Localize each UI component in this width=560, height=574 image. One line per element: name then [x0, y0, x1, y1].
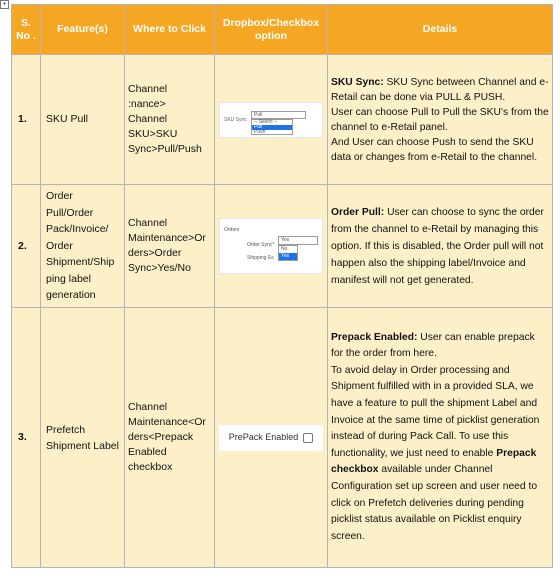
table-row	[12, 55, 553, 185]
sku-sync-select: Pull	[251, 111, 306, 119]
details-title: SKU Sync:	[331, 76, 384, 88]
details-text: User can choose Pull to Pull the SKU's from the channel to e-Retail panel.	[331, 106, 549, 133]
header-sno: S. No .	[12, 5, 41, 55]
details-text: User can enable prepack for the order from here.	[331, 331, 535, 360]
where-to-click-cell: Channel :nance> Channel SKU>SKU Sync>Pull/Push	[125, 55, 215, 185]
order-sync-dropdown-list	[278, 245, 298, 261]
details-text: available under Channel Configuration set up screen and user need to click on Prefetch deliveries during pending picklist status available on Picklist enquiry screen.	[331, 464, 538, 542]
sku-sync-screenshot	[219, 102, 323, 138]
prepack-enabled-label: PrePack Enabled	[228, 432, 299, 442]
table-row	[12, 308, 553, 568]
details-cell	[328, 55, 553, 185]
where-to-click-cell: Channel Maintenance<Or ders<Prepack Enabled checkbox	[125, 308, 215, 568]
header-where-to-click: Where to Click	[125, 5, 215, 55]
table-header-row	[12, 5, 553, 55]
dropdown-option: No	[281, 246, 288, 252]
prepack-screenshot	[219, 425, 323, 451]
option-screenshot-cell	[215, 55, 328, 185]
table-row	[12, 185, 553, 308]
row-number: 2.	[12, 185, 41, 308]
where-to-click-cell: Channel Maintenance>Or ders>Order Sync>Yes/No	[125, 185, 215, 308]
details-title: Prepack Enabled:	[331, 331, 418, 343]
details-title: Order Pull:	[331, 206, 385, 218]
details-text: SKU Sync between Channel and e-Retail can be done via PULL & PUSH.	[331, 76, 549, 103]
dropdown-option-highlighted: Pull	[252, 125, 292, 130]
orders-section-header: Orders	[224, 227, 240, 233]
table-move-handle[interactable]: +	[0, 0, 9, 9]
option-screenshot-cell	[215, 308, 328, 568]
feature-cell: SKU Pull	[41, 55, 125, 185]
row-number: 3.	[12, 308, 41, 568]
sku-sync-dropdown-list	[251, 119, 293, 135]
details-text: User can choose to sync the order from the channel to e-Retail by managing this option. If this is disabled, the Order pull will not happen also the shipping label/Invoice and manifest will not get generated.	[331, 206, 544, 286]
dropdown-option: Push	[254, 128, 266, 135]
details-cell	[328, 185, 553, 308]
details-text: And User can choose Push to send the SKU data or changes from e-Retail to the channel.	[331, 136, 538, 163]
order-sync-screenshot	[219, 218, 323, 274]
order-sync-label: Order Sync*	[247, 242, 275, 248]
prepack-checkbox	[303, 433, 313, 443]
feature-cell: Order Pull/Order Pack/Invoice/ Order Shipment/Ship ping label generation	[41, 185, 125, 308]
feature-table	[11, 4, 553, 568]
header-details: Details	[328, 5, 553, 55]
details-bold-text: Prepack checkbox	[331, 447, 537, 476]
option-screenshot-cell	[215, 185, 328, 308]
row-number: 1.	[12, 55, 41, 185]
header-feature: Feature(s)	[41, 5, 125, 55]
dropdown-option: -- Select --	[254, 118, 278, 125]
details-cell	[328, 308, 553, 568]
header-dropbox-option: Dropbox/Checkbox option	[215, 5, 328, 55]
dropdown-option-highlighted: Yes	[279, 253, 297, 260]
feature-cell: Prefetch Shipment Label	[41, 308, 125, 568]
shipping-label: Shipping Es	[247, 255, 274, 261]
order-sync-select: Yes	[278, 236, 318, 245]
details-text: To avoid delay in Order processing and Shipment fulfilled with in a provided SLA, we have a feature to pull the shipment Label and Invoice at the same time of picklist generation instead of during Pack Call. To use this functionality, we just need to enable	[331, 364, 540, 459]
sku-sync-label: SKU Sync	[224, 116, 247, 123]
